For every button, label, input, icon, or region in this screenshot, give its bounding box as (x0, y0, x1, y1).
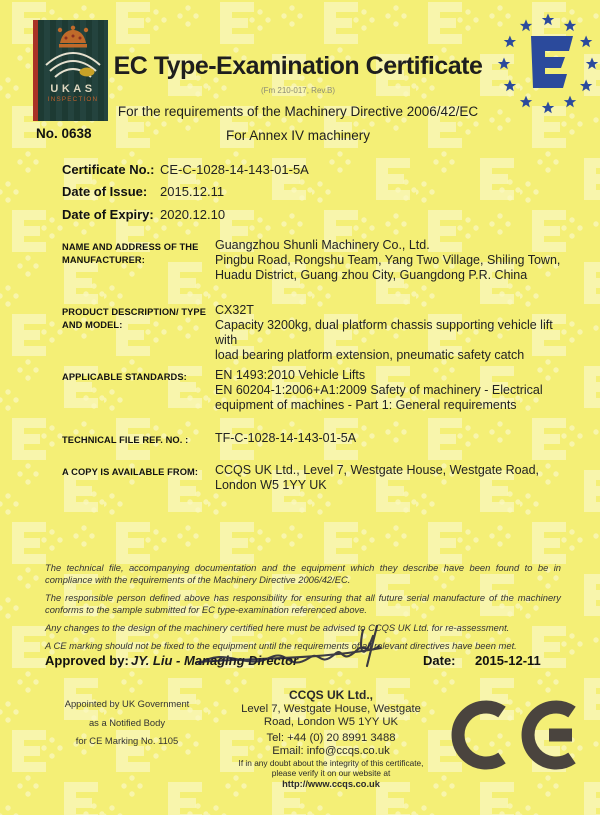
applicable-standards-section (62, 368, 567, 413)
ccqs-e-glyph (531, 36, 573, 88)
signature (195, 620, 405, 682)
notified-body-line: for CE Marking No. 1105 (75, 735, 179, 746)
certificate-detail-rows (62, 158, 309, 226)
title-block (100, 52, 496, 143)
copy-available-value: CCQS UK Ltd., Level 7, Westgate House, Westgate Road, London W5 1YY UK (215, 463, 540, 492)
date-value: 2015-12-11 (475, 653, 541, 668)
issuer-address: Level 7, Westgate House, Westgate Road, London W5 1YY UK (241, 703, 421, 728)
approver-name: JY. Liu - Managing Director (131, 653, 299, 668)
date-of-expiry-value: 2020.12.10 (160, 206, 226, 222)
annex-subtitle: For Annex IV machinery (225, 128, 371, 143)
notified-body-block (52, 695, 202, 751)
technical-file-section (62, 431, 567, 447)
ukas-inspection-label: INSPECTION (47, 96, 99, 103)
product-description-label: PRODUCT DESCRIPTION/ TYPE AND MODEL: (62, 307, 207, 330)
legal-paragraph: Any changes to the design of the machinery certified here must be advised to CCQS UK Ltd. for re-assessment. (45, 622, 510, 633)
legal-paragraph: The technical file, accompanying documentation and the equipment which they describe have been found to be in compliance with the requirements of the Machinery Directive 2006/42/EC. (45, 562, 561, 585)
approval-row (45, 648, 565, 690)
notified-body-number: No. 0638 (36, 126, 92, 141)
copy-available-section (62, 463, 567, 493)
date-of-issue-row (62, 181, 309, 204)
approved-by-label: Approved by: (45, 653, 129, 668)
eu-stars-logo (492, 8, 600, 120)
ukas-arcs-icon (40, 49, 106, 81)
date-of-expiry-row (62, 203, 309, 226)
certificate-no-value: CE-C-1028-14-143-01-5A (160, 161, 309, 177)
date-of-issue-value: 2015.12.11 (160, 184, 225, 200)
product-description-section (62, 303, 567, 363)
product-description-value: CX32T Capacity 3200kg, dual platform chassis supporting vehicle lift with load bearing platform extension, pneumatic safety catch (215, 303, 553, 362)
copy-available-label: A COPY IS AVAILABLE FROM: (62, 467, 199, 477)
ukas-label: UKAS (50, 83, 96, 95)
technical-file-label: TECHNICAL FILE REF. NO. : (62, 435, 189, 445)
ukas-inspection-logo (33, 20, 108, 121)
crown-icon (55, 25, 91, 49)
date-of-expiry-label: Date of Expiry: (62, 206, 154, 222)
verify-note: If in any doubt about the integrity of this certificate, please verify it on our website at (238, 758, 424, 778)
issuer-name: CCQS UK Ltd., (289, 688, 373, 702)
certificate-no-row (62, 158, 309, 181)
legal-paragraph: A CE marking should not be fixed to the equipment until the requirements of all relevant directives have been met. (45, 640, 517, 651)
manufacturer-label: NAME AND ADDRESS OF THE MANUFACTURER: (62, 242, 199, 265)
legal-paragraph: The responsible person defined above has responsibility for ensuring that all future serial manufacture of the machinery conforms to the sample submitted for EC type-examination referenced above. (45, 592, 561, 615)
page-title: EC Type-Examination Certificate (113, 52, 483, 80)
form-reference: (Fm 210-017, Rev.B) (260, 86, 336, 95)
manufacturer-value: Guangzhou Shunli Machinery Co., Ltd. Pingbu Road, Rongshu Team, Yang Two Village, Shiling Town, Huadu District, Guang zhou City, Guangdong P.R. China (215, 238, 561, 282)
date-of-issue-label: Date of Issue: (62, 184, 148, 200)
directive-subtitle: For the requirements of the Machinery Directive 2006/42/EC (117, 104, 479, 119)
certificate-no-label: Certificate No.: (62, 161, 155, 177)
ce-mark-icon (448, 696, 593, 774)
notified-body-line: as a Notified Body (88, 716, 166, 728)
issuer-email: Email: info@ccqs.co.uk (272, 745, 390, 757)
notified-body-line: Appointed by UK Government (64, 698, 190, 709)
manufacturer-section (62, 238, 567, 283)
issuer-tel: Tel: +44 (0) 20 8991 3488 (266, 732, 396, 744)
applicable-standards-label: APPLICABLE STANDARDS: (62, 372, 187, 382)
applicable-standards-value: EN 1493:2010 Vehicle Lifts EN 60204-1:2006+A1:2009 Safety of machinery - Electrical equipment of machines - Part 1: General requirements (215, 368, 543, 412)
date-label: Date: (423, 653, 456, 668)
technical-file-value: TF-C-1028-14-143-01-5A (215, 431, 357, 445)
issuer-website: http://www.ccqs.co.uk (282, 779, 380, 789)
issuer-contact-block (230, 688, 432, 789)
